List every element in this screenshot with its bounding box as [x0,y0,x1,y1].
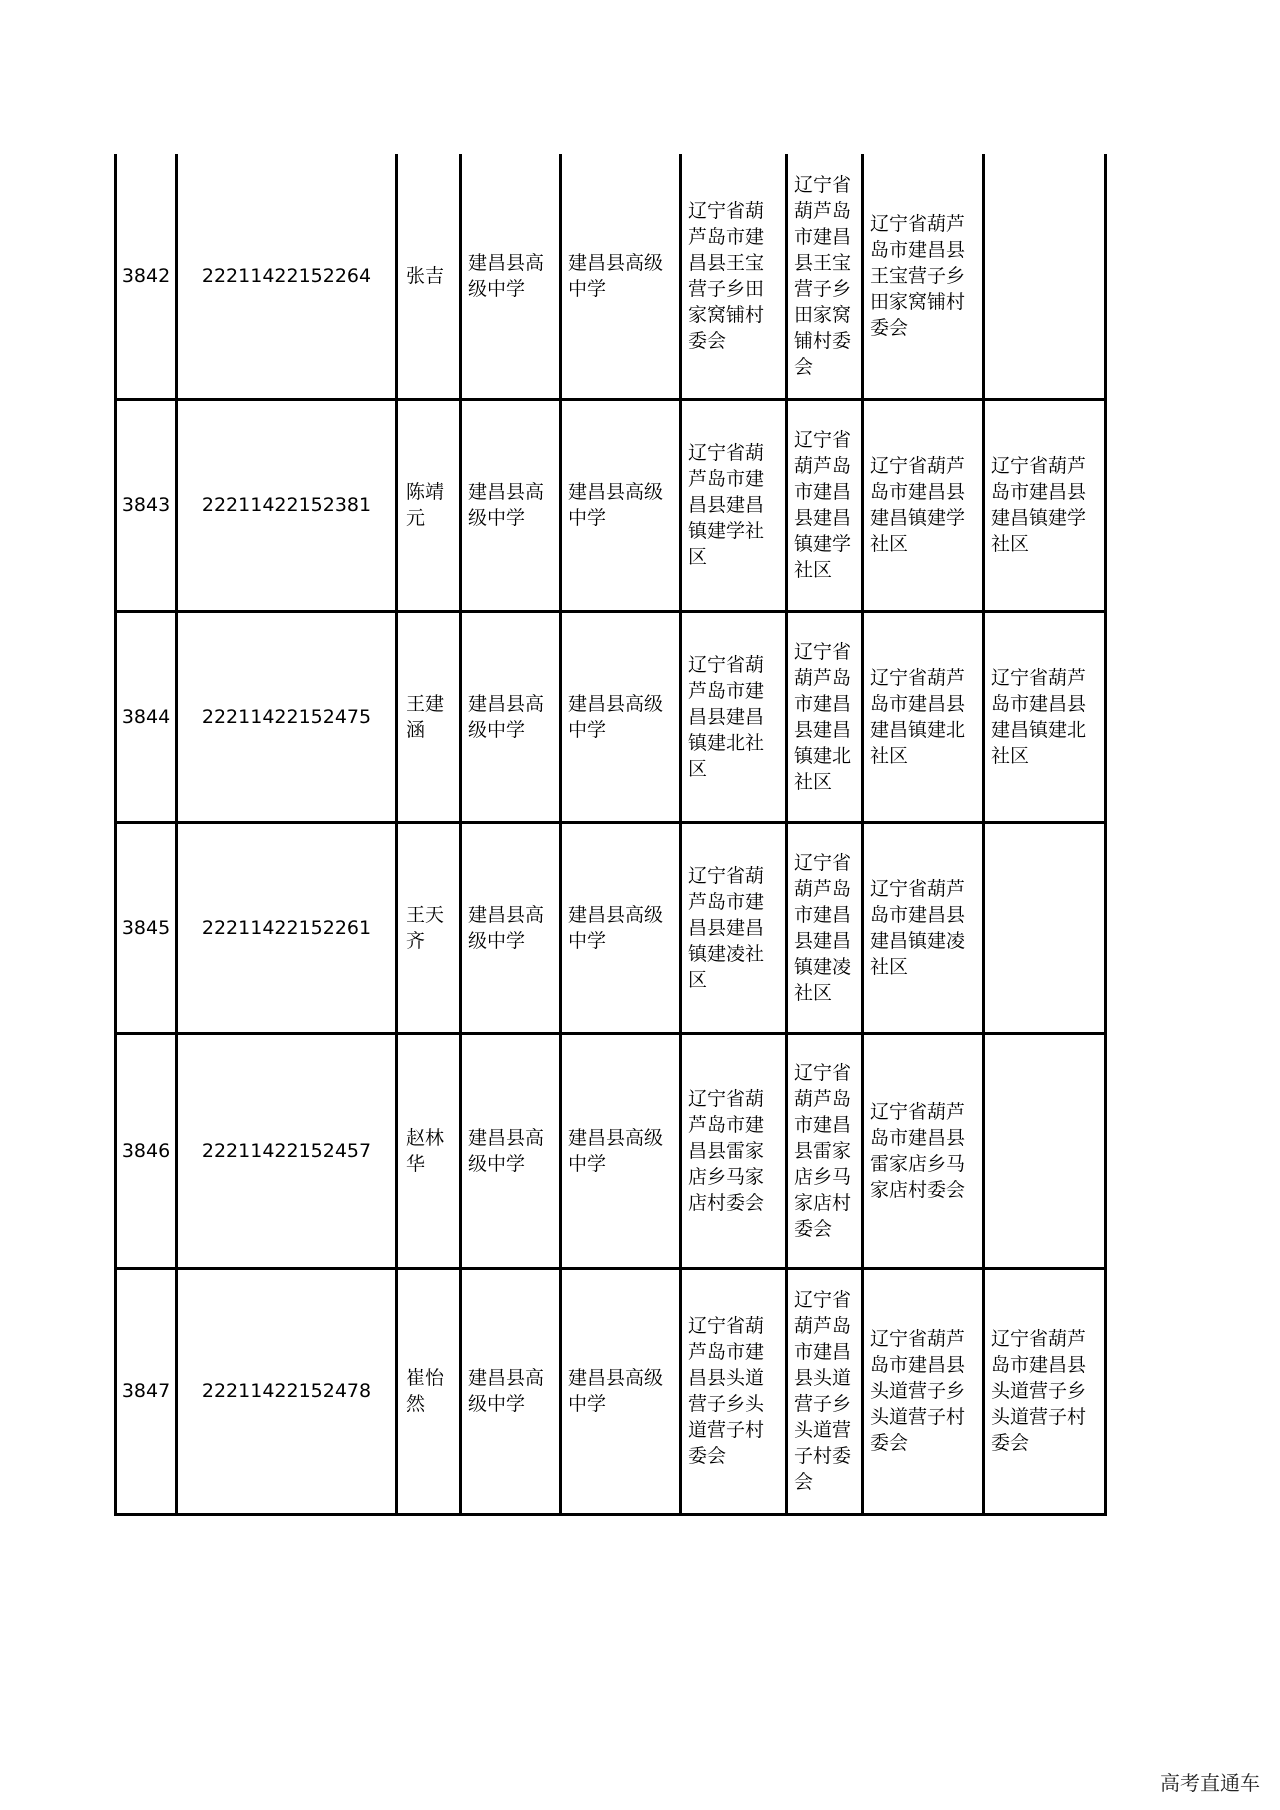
student-name-cell: 张吉 [397,154,461,399]
school-name-cell: 建昌县高级中学 [461,1268,561,1514]
address-3-cell: 辽宁省葫芦岛市建昌县头道营子乡头道营子村委会 [863,1268,984,1514]
school-name-2-cell: 建昌县高级中学 [561,399,681,611]
address-4-cell [984,822,1106,1033]
row-number-cell: 3844 [116,611,177,822]
student-name-cell: 崔怡然 [397,1268,461,1514]
table-row [116,399,1106,611]
table-row [116,1268,1106,1514]
roster-table [114,154,1107,1516]
roster-body [116,154,1106,1514]
address-1-cell: 辽宁省葫芦岛市建昌县建昌镇建凌社区 [681,822,787,1033]
exam-id-cell: 22211422152381 [177,399,397,611]
address-1-cell: 辽宁省葫芦岛市建昌县头道营子乡头道营子村委会 [681,1268,787,1514]
address-3-cell: 辽宁省葫芦岛市建昌县建昌镇建北社区 [863,611,984,822]
address-4-cell: 辽宁省葫芦岛市建昌县建昌镇建北社区 [984,611,1106,822]
school-name-2-cell: 建昌县高级中学 [561,1268,681,1514]
row-number-cell: 3843 [116,399,177,611]
exam-id-cell: 22211422152457 [177,1033,397,1268]
school-name-2-cell: 建昌县高级中学 [561,822,681,1033]
exam-id-cell: 22211422152478 [177,1268,397,1514]
school-name-2-cell: 建昌县高级中学 [561,1033,681,1268]
address-2-cell: 辽宁省葫芦岛市建昌县建昌镇建学社区 [787,399,863,611]
address-1-cell: 辽宁省葫芦岛市建昌县雷家店乡马家店村委会 [681,1033,787,1268]
address-4-cell [984,1033,1106,1268]
student-name-cell: 王天齐 [397,822,461,1033]
exam-id-cell: 22211422152261 [177,822,397,1033]
row-number-cell: 3847 [116,1268,177,1514]
school-name-cell: 建昌县高级中学 [461,611,561,822]
school-name-2-cell: 建昌县高级中学 [561,154,681,399]
address-1-cell: 辽宁省葫芦岛市建昌县王宝营子乡田家窝铺村委会 [681,154,787,399]
school-name-cell: 建昌县高级中学 [461,399,561,611]
table-row [116,154,1106,399]
school-name-cell: 建昌县高级中学 [461,1033,561,1268]
watermark-text: 高考直通车 [1160,1771,1260,1795]
address-4-cell: 辽宁省葫芦岛市建昌县头道营子乡头道营子村委会 [984,1268,1106,1514]
address-2-cell: 辽宁省葫芦岛市建昌县建昌镇建凌社区 [787,822,863,1033]
address-3-cell: 辽宁省葫芦岛市建昌县王宝营子乡田家窝铺村委会 [863,154,984,399]
row-number-cell: 3842 [116,154,177,399]
address-4-cell [984,154,1106,399]
table-row [116,611,1106,822]
address-2-cell: 辽宁省葫芦岛市建昌县建昌镇建北社区 [787,611,863,822]
student-name-cell: 赵林华 [397,1033,461,1268]
school-name-cell: 建昌县高级中学 [461,822,561,1033]
address-1-cell: 辽宁省葫芦岛市建昌县建昌镇建北社区 [681,611,787,822]
address-3-cell: 辽宁省葫芦岛市建昌县建昌镇建学社区 [863,399,984,611]
address-3-cell: 辽宁省葫芦岛市建昌县建昌镇建凌社区 [863,822,984,1033]
student-name-cell: 陈靖元 [397,399,461,611]
address-1-cell: 辽宁省葫芦岛市建昌县建昌镇建学社区 [681,399,787,611]
table-row [116,822,1106,1033]
student-name-cell: 王建涵 [397,611,461,822]
row-number-cell: 3846 [116,1033,177,1268]
address-3-cell: 辽宁省葫芦岛市建昌县雷家店乡马家店村委会 [863,1033,984,1268]
school-name-2-cell: 建昌县高级中学 [561,611,681,822]
address-2-cell: 辽宁省葫芦岛市建昌县王宝营子乡田家窝铺村委会 [787,154,863,399]
table-row [116,1033,1106,1268]
exam-id-cell: 22211422152264 [177,154,397,399]
row-number-cell: 3845 [116,822,177,1033]
address-2-cell: 辽宁省葫芦岛市建昌县雷家店乡马家店村委会 [787,1033,863,1268]
address-2-cell: 辽宁省葫芦岛市建昌县头道营子乡头道营子村委会 [787,1268,863,1514]
address-4-cell: 辽宁省葫芦岛市建昌县建昌镇建学社区 [984,399,1106,611]
exam-id-cell: 22211422152475 [177,611,397,822]
school-name-cell: 建昌县高级中学 [461,154,561,399]
